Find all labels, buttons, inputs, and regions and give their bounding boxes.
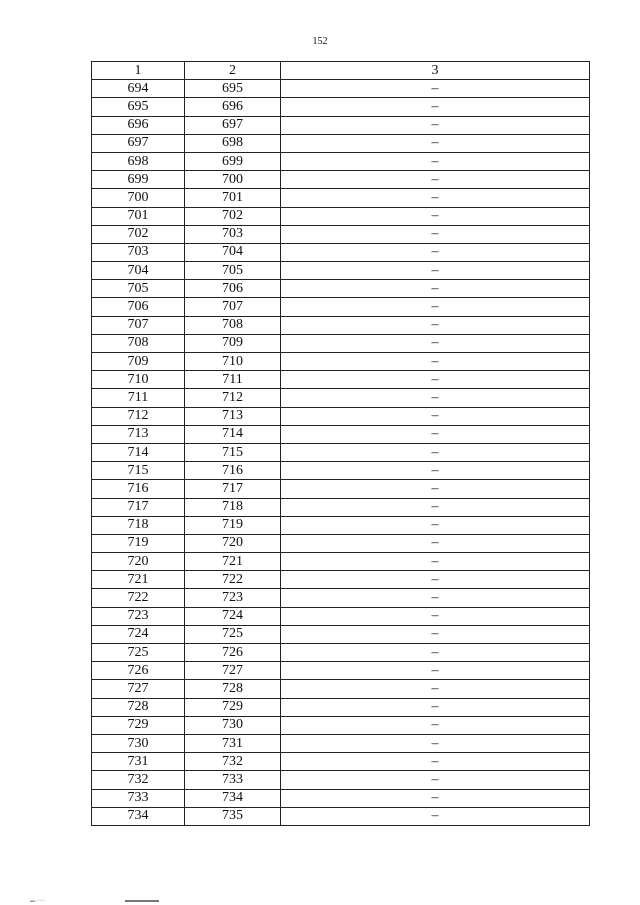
table-cell-col2: 705	[185, 262, 281, 280]
table-cell-col2: 711	[185, 371, 281, 389]
table-cell-col3: –	[281, 534, 590, 552]
table-cell-col3: –	[281, 243, 590, 261]
table-cell-col3: –	[281, 734, 590, 752]
table-row	[92, 116, 590, 134]
table-row	[92, 771, 590, 789]
table-cell-col3: –	[281, 353, 590, 371]
page-number: 152	[312, 36, 328, 47]
table-cell-col3: –	[281, 171, 590, 189]
data-table	[91, 61, 590, 826]
table-cell-col2: 717	[185, 480, 281, 498]
table-cell-col3: –	[281, 189, 590, 207]
table-cell-col2: 700	[185, 171, 281, 189]
table-row	[92, 425, 590, 443]
table-row	[92, 371, 590, 389]
table-row	[92, 753, 590, 771]
table-cell-col2: 716	[185, 462, 281, 480]
table-cell-col1: 728	[92, 698, 185, 716]
table-cell-col1: 712	[92, 407, 185, 425]
table-cell-col3: –	[281, 662, 590, 680]
table-cell-col2: 723	[185, 589, 281, 607]
table-cell-col3: –	[281, 262, 590, 280]
table-row	[92, 680, 590, 698]
table-row	[92, 334, 590, 352]
table-cell-col1: 709	[92, 353, 185, 371]
table-row	[92, 353, 590, 371]
table-cell-col1: 729	[92, 716, 185, 734]
table-cell-col2: 712	[185, 389, 281, 407]
table-cell-col1: 711	[92, 389, 185, 407]
table-cell-col1: 705	[92, 280, 185, 298]
table-cell-col2: 706	[185, 280, 281, 298]
table-row	[92, 389, 590, 407]
table-row	[92, 243, 590, 261]
table-cell-col2: 699	[185, 152, 281, 170]
table-row	[92, 98, 590, 116]
table-cell-col2: 708	[185, 316, 281, 334]
table-row	[92, 534, 590, 552]
table-cell-col2: 726	[185, 644, 281, 662]
table-row	[92, 571, 590, 589]
table-cell-col3: –	[281, 225, 590, 243]
table-cell-col3: –	[281, 789, 590, 807]
table-row	[92, 280, 590, 298]
table-row	[92, 189, 590, 207]
table-cell-col2: 695	[185, 80, 281, 98]
table-cell-col2: 713	[185, 407, 281, 425]
scan-footer-bar	[125, 900, 159, 902]
table-cell-col1: 727	[92, 680, 185, 698]
table-cell-col3: –	[281, 298, 590, 316]
table-cell-col2: 722	[185, 571, 281, 589]
table-row	[92, 134, 590, 152]
table-cell-col2: 724	[185, 607, 281, 625]
table-cell-col3: –	[281, 698, 590, 716]
table-cell-col3: –	[281, 571, 590, 589]
scan-footer-marks: ▬ ▫ ▫▫▫	[30, 899, 45, 904]
table-cell-col3: –	[281, 480, 590, 498]
table-cell-col1: 720	[92, 553, 185, 571]
table-cell-col1: 700	[92, 189, 185, 207]
table-row	[92, 716, 590, 734]
table-cell-col2: 730	[185, 716, 281, 734]
table-cell-col1: 732	[92, 771, 185, 789]
table-cell-col2: 709	[185, 334, 281, 352]
table-cell-col2: 715	[185, 443, 281, 461]
table-cell-col3: –	[281, 425, 590, 443]
table-cell-col2: 702	[185, 207, 281, 225]
table-cell-col1: 710	[92, 371, 185, 389]
table-cell-col2: 734	[185, 789, 281, 807]
table-cell-col1: 713	[92, 425, 185, 443]
table-cell-col1: 697	[92, 134, 185, 152]
table-cell-col3: –	[281, 516, 590, 534]
table-cell-col2: 707	[185, 298, 281, 316]
table-row	[92, 152, 590, 170]
table-cell-col1: 717	[92, 498, 185, 516]
table-cell-col1: 695	[92, 98, 185, 116]
table-cell-col3: –	[281, 371, 590, 389]
table-cell-col2: 701	[185, 189, 281, 207]
table-row	[92, 298, 590, 316]
table-cell-col2: 727	[185, 662, 281, 680]
table-row	[92, 207, 590, 225]
table-cell-col1: 694	[92, 80, 185, 98]
table-cell-col2: 698	[185, 134, 281, 152]
table-cell-col1: 707	[92, 316, 185, 334]
table-row	[92, 225, 590, 243]
table-cell-col3: –	[281, 625, 590, 643]
table-cell-col3: –	[281, 98, 590, 116]
table-cell-col1: 715	[92, 462, 185, 480]
table-cell-col3: –	[281, 316, 590, 334]
table-cell-col1: 730	[92, 734, 185, 752]
table-cell-col2: 719	[185, 516, 281, 534]
table-cell-col1: 706	[92, 298, 185, 316]
table-cell-col3: –	[281, 498, 590, 516]
table-cell-col3: –	[281, 644, 590, 662]
table-row	[92, 443, 590, 461]
table-cell-col3: –	[281, 80, 590, 98]
table-cell-col1: 702	[92, 225, 185, 243]
table-cell-col2: 733	[185, 771, 281, 789]
table-cell-col2: 720	[185, 534, 281, 552]
table-cell-col3: –	[281, 334, 590, 352]
table-cell-col1: 718	[92, 516, 185, 534]
table-cell-col1: 716	[92, 480, 185, 498]
table-cell-col1: 731	[92, 753, 185, 771]
table-cell-col2: 710	[185, 353, 281, 371]
table-cell-col2: 704	[185, 243, 281, 261]
table-cell-col3: –	[281, 462, 590, 480]
table-cell-col1: 708	[92, 334, 185, 352]
table-row	[92, 662, 590, 680]
table-cell-col1: 724	[92, 625, 185, 643]
table-cell-col2: 729	[185, 698, 281, 716]
table-cell-col3: –	[281, 207, 590, 225]
table-header-row	[92, 62, 590, 80]
table-cell-col1: 704	[92, 262, 185, 280]
column-header-3: 3	[281, 62, 590, 80]
table-row	[92, 789, 590, 807]
table-cell-col3: –	[281, 443, 590, 461]
table-cell-col2: 731	[185, 734, 281, 752]
table-cell-col1: 726	[92, 662, 185, 680]
table-cell-col1: 723	[92, 607, 185, 625]
table-cell-col3: –	[281, 589, 590, 607]
table-cell-col2: 735	[185, 807, 281, 825]
table-row	[92, 80, 590, 98]
table-cell-col2: 721	[185, 553, 281, 571]
table-cell-col3: –	[281, 280, 590, 298]
table-cell-col1: 714	[92, 443, 185, 461]
table-cell-col2: 732	[185, 753, 281, 771]
table-row	[92, 698, 590, 716]
table-row	[92, 607, 590, 625]
table-cell-col2: 728	[185, 680, 281, 698]
table-cell-col3: –	[281, 553, 590, 571]
table-cell-col2: 703	[185, 225, 281, 243]
table-row	[92, 171, 590, 189]
table-cell-col1: 733	[92, 789, 185, 807]
table-cell-col3: –	[281, 771, 590, 789]
table-row	[92, 462, 590, 480]
table-cell-col1: 696	[92, 116, 185, 134]
table-row	[92, 807, 590, 825]
table-cell-col3: –	[281, 152, 590, 170]
table-cell-col3: –	[281, 607, 590, 625]
table-row	[92, 316, 590, 334]
column-header-1: 1	[92, 62, 185, 80]
table-row	[92, 625, 590, 643]
table-cell-col1: 734	[92, 807, 185, 825]
table-cell-col3: –	[281, 407, 590, 425]
table-cell-col1: 725	[92, 644, 185, 662]
table-cell-col3: –	[281, 716, 590, 734]
column-header-2: 2	[185, 62, 281, 80]
table-cell-col1: 703	[92, 243, 185, 261]
table-cell-col3: –	[281, 389, 590, 407]
table-cell-col2: 696	[185, 98, 281, 116]
table-row	[92, 262, 590, 280]
table-row	[92, 644, 590, 662]
table-cell-col3: –	[281, 134, 590, 152]
table-cell-col2: 714	[185, 425, 281, 443]
table-row	[92, 516, 590, 534]
table-cell-col3: –	[281, 753, 590, 771]
table-cell-col1: 698	[92, 152, 185, 170]
table-row	[92, 407, 590, 425]
table-row	[92, 553, 590, 571]
table-cell-col1: 719	[92, 534, 185, 552]
table-cell-col1: 699	[92, 171, 185, 189]
table-cell-col2: 718	[185, 498, 281, 516]
table-cell-col2: 697	[185, 116, 281, 134]
table-cell-col1: 721	[92, 571, 185, 589]
table-cell-col1: 701	[92, 207, 185, 225]
table-cell-col3: –	[281, 680, 590, 698]
table-row	[92, 734, 590, 752]
table-cell-col2: 725	[185, 625, 281, 643]
table-row	[92, 480, 590, 498]
table-cell-col3: –	[281, 116, 590, 134]
table-row	[92, 589, 590, 607]
table-cell-col1: 722	[92, 589, 185, 607]
table-row	[92, 498, 590, 516]
table-cell-col3: –	[281, 807, 590, 825]
